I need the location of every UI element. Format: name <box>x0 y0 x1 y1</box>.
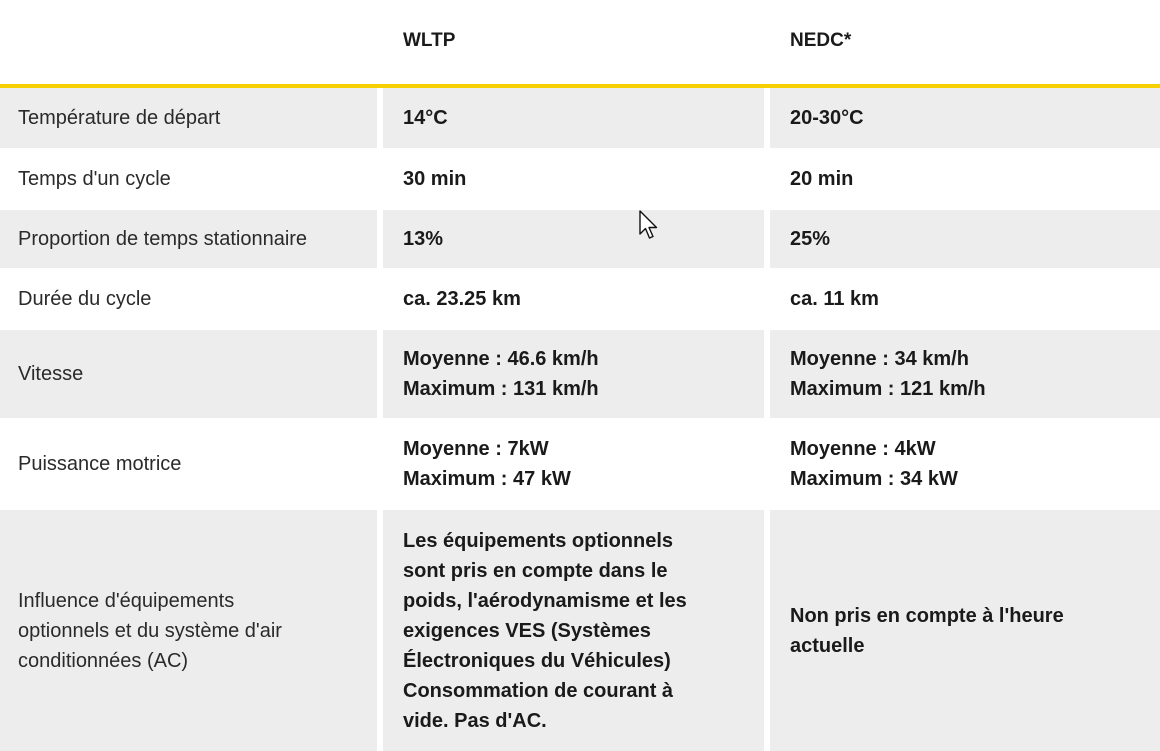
row-nedc-value: Non pris en compte à l'heure actuelle <box>770 510 1160 751</box>
header-wltp: WLTP <box>403 30 456 51</box>
row-label: Durée du cycle <box>0 270 377 328</box>
table-row-power <box>0 420 1160 508</box>
row-wltp-value: Moyenne : 7kW Maximum : 47 kW <box>383 420 764 508</box>
row-label: Influence d'équipements optionnels et du système d'air conditionnées (AC) <box>0 510 377 751</box>
row-label: Température de départ <box>0 88 377 148</box>
row-label: Puissance motrice <box>0 420 377 508</box>
row-nedc-value: 25% <box>770 210 1160 268</box>
row-wltp-value: 14°C <box>383 88 764 148</box>
row-label: Temps d'un cycle <box>0 150 377 208</box>
row-label: Vitesse <box>0 330 377 418</box>
row-nedc-value: Moyenne : 4kW Maximum : 34 kW <box>770 420 1160 508</box>
row-nedc-value: ca. 11 km <box>770 270 1160 328</box>
row-wltp-value: 30 min <box>383 150 764 208</box>
table-row-cycle-distance <box>0 270 1160 328</box>
row-wltp-value: Moyenne : 46.6 km/h Maximum : 131 km/h <box>383 330 764 418</box>
table-row-stationary-time <box>0 210 1160 268</box>
header-nedc: NEDC* <box>790 30 852 51</box>
row-wltp-value: Les équipements optionnels sont pris en compte dans le poids, l'aérodynamisme et les exigences VES (Systèmes Électroniques du Véhicules) Consommation de courant à vide. Pas d'AC. <box>383 510 764 751</box>
row-label: Proportion de temps stationnaire <box>0 210 377 268</box>
row-nedc-value: 20 min <box>770 150 1160 208</box>
row-nedc-value: Moyenne : 34 km/h Maximum : 121 km/h <box>770 330 1160 418</box>
mouse-pointer-icon <box>639 210 661 242</box>
table-header <box>0 0 1160 84</box>
table-row-cycle-time <box>0 150 1160 208</box>
row-wltp-value: ca. 23.25 km <box>383 270 764 328</box>
table-row-optional-equipment <box>0 510 1160 751</box>
table-row-speed <box>0 330 1160 418</box>
table-row-start-temperature <box>0 88 1160 148</box>
row-nedc-value: 20-30°C <box>770 88 1160 148</box>
row-wltp-value: 13% <box>383 210 764 268</box>
